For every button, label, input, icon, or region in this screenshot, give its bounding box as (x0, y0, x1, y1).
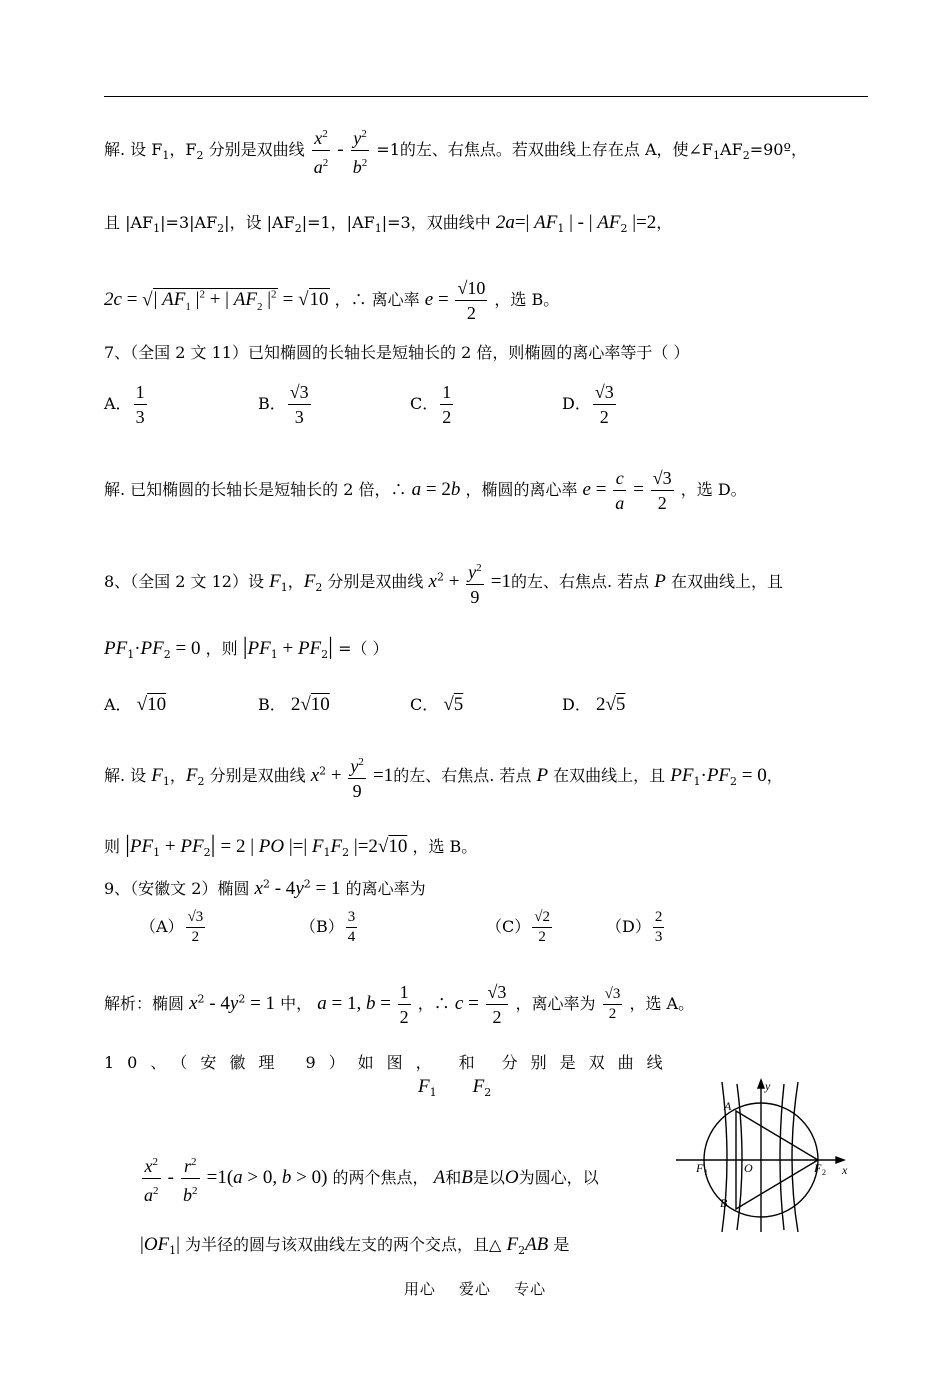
q7-solution: 解. 已知椭圆的长轴长是短轴长的 2 倍，∴ a = 2b ，椭圆的离心率 e = $\frac{c}{a}$ = $\frac{√3}{2}$ ，选 D。 (104, 468, 747, 513)
header-rule (104, 96, 868, 97)
q8-solution-line1: 解. 设 $F_1$，$F_2$ 分别是双曲线 $x^2$ + $\frac{y^2}{9}$ =1的左、右焦点. 若点 P 在双曲线上，且 $PF_1\cdot PF_2 = 0$， (104, 750, 783, 803)
label-a: A (724, 1099, 732, 1113)
q8-option-d[interactable]: D． 2√5 (562, 694, 626, 715)
label-y: y (765, 1079, 771, 1093)
q10-stem-line1: 10、（安徽理 9）如图， 和 分别是双曲线 (104, 1053, 676, 1072)
q9-solution: 解析：椭圆 $x^2 - 4y^2 = 1$ 中， a = 1, b = $\frac{1}{2}$ ，∴ c = $\frac{√3}{2}$ ，离心率为 $\frac{√3}{2}$ ，选 A。 (104, 982, 695, 1027)
q8-option-a[interactable]: A． √10 (104, 694, 167, 715)
q9-option-c[interactable]: （C） $\frac{√2}{2}$ (486, 909, 550, 945)
q7-option-d[interactable]: D． $\frac{√3}{2}$ (562, 382, 614, 427)
q8-stem-line2: $PF_1\cdot PF_2 = 0$ ，则 $|PF_1 + PF_2|$ =（ ） (104, 634, 389, 662)
q7-stem: 7、（全国 2 文 11）已知椭圆的长轴长是短轴长的 2 倍，则椭圆的离心率等于（ ） (104, 343, 690, 362)
q10-stem-line2: $\frac{x^2}{a^2}$ - $\frac{r^2}{b^2}$ =1(a > 0, b > 0) 的两个焦点， A和B是以O为圆心，以 (140, 1150, 599, 1207)
label-x: x (842, 1163, 848, 1177)
q9-option-a[interactable]: （A） $\frac{√3}{2}$ (140, 909, 204, 945)
q7-option-a[interactable]: A． $\frac{1}{3}$ (104, 382, 145, 427)
hyperbola-circle-diagram (676, 1074, 866, 1234)
label-b: B (720, 1196, 728, 1210)
q6-solution-line1: 解. 设 $F_1$，$F_2$ 分别是双曲线 $\frac{x^2}{a^2}$ - $\frac{y^2}{b^2}$ =1的左、右焦点。若双曲线上存在点 A，使$\angle F_1AF_2=90º$， (104, 122, 807, 179)
y-axis-arrow (758, 1080, 764, 1088)
svg-text:2: 2 (822, 1168, 826, 1177)
q7-option-c[interactable]: C． $\frac{1}{2}$ (410, 382, 452, 427)
hyperbola-right-outer (792, 1082, 798, 1232)
q10-f-labels: $F_1$ $F_2$ (418, 1076, 492, 1100)
page-footer: 用心 爱心 专心 (403, 1280, 547, 1298)
q8-solution-line2: 则 $|PF_1 + PF_2| = 2$ | PO |=| $F_1F_2$ |=2√10 ，选 B。 (104, 832, 478, 860)
q8-stem: 8、（全国 2 文 12）设 $F_1$，$F_2$ 分别是双曲线 $x^2$ + $\frac{y^2}{9}$ =1的左、右焦点. 若点 P 在双曲线上，且 (104, 556, 783, 609)
q8-option-b[interactable]: B． 2√10 (258, 694, 330, 715)
label-o: O (744, 1161, 753, 1175)
q9-option-b[interactable]: （B） $\frac{3}{4}$ (300, 909, 356, 945)
svg-text:1: 1 (704, 1168, 708, 1177)
q10-stem-line3: $|OF_1|$ 为半径的圆与该双曲线左支的两个交点，且△ $F_2AB$ 是 (140, 1234, 570, 1258)
q9-option-d[interactable]: （D） $\frac{2}{3}$ (606, 909, 663, 945)
q7-option-b[interactable]: B． $\frac{√3}{3}$ (258, 382, 309, 427)
q9-stem: 9、（安徽文 2）椭圆 $x^2 - 4y^2 = 1$ 的离心率为 (104, 877, 426, 899)
q6-solution-line3: 2c = √| $AF_1$ $|^2$ + | $AF_2$ $|^2 = √10$ ，∴ 离心率 e = $\frac{√10}{2}$ ，选 B。 (104, 278, 560, 323)
label-f1: F (696, 1161, 704, 1175)
q8-option-c[interactable]: C． √5 (410, 694, 464, 715)
q6-solution-line2: 且 $|AF_1|=3|AF_2|$，设 $|AF_2|=1$，$|AF_1|=3$，双曲线中 2a=| $AF_1$ | - | $AF_2$ |=2， (104, 212, 673, 236)
label-f2: F (814, 1161, 822, 1175)
